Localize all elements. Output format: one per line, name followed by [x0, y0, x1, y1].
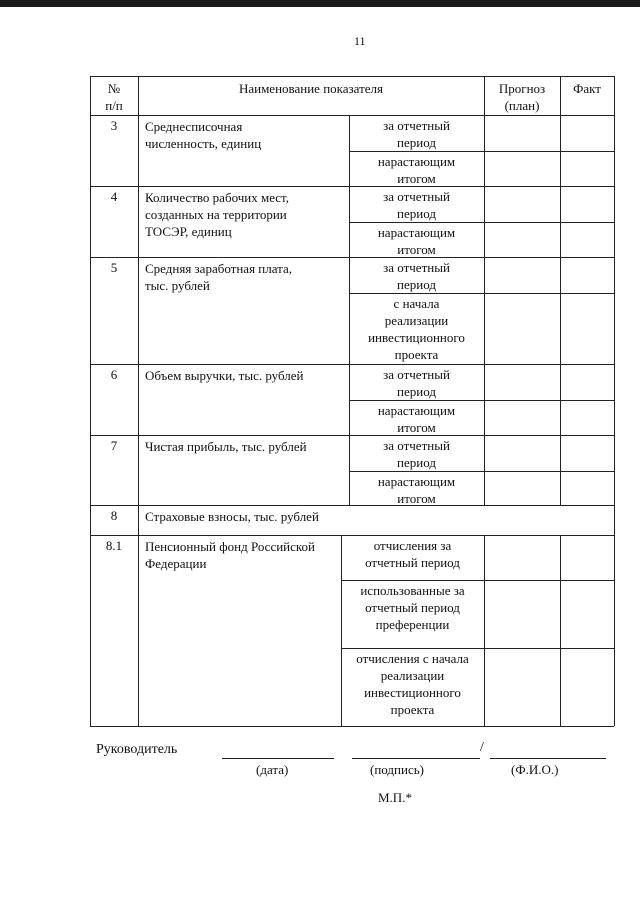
row-indicator-name: Пенсионный фонд Российской Федерации: [145, 539, 316, 571]
sub-indicator-label: использованные за отчетный период преференции: [360, 583, 465, 632]
fio-line: [490, 758, 606, 759]
date-caption: (дата): [256, 762, 289, 777]
sub-row-border: [349, 293, 614, 294]
sub-row-border: [341, 648, 614, 649]
header-bottom-border: [90, 115, 614, 116]
header-fact: Факт: [573, 81, 601, 96]
sub-indicator-label: за отчетный период: [383, 260, 450, 292]
sub-row-border: [349, 400, 614, 401]
sub-indicator-label: за отчетный период: [383, 189, 450, 221]
row-bottom-border: [90, 535, 614, 536]
row-number: 8.1: [105, 538, 123, 553]
signature-label: Руководитель: [96, 742, 178, 757]
sub-indicator-label: за отчетный период: [383, 367, 450, 399]
row-number: 7: [110, 438, 118, 453]
row-indicator-name: Средняя заработная плата, тыс. рублей: [145, 261, 293, 293]
sub-indicator-label: отчисления за отчетный период: [365, 538, 460, 570]
row-number: 4: [110, 189, 118, 204]
fact-column-divider: [560, 535, 561, 726]
sub-indicator-label: нарастающим итогом: [377, 474, 456, 506]
signature-caption: (подпись): [370, 762, 424, 777]
fact-column-divider: [560, 435, 561, 505]
row-bottom-border: [90, 726, 614, 727]
sub-indicator-label: отчисления с начала реализации инвестиционного проекта: [356, 651, 469, 717]
sub-indicator-label: за отчетный период: [383, 438, 450, 470]
fio-caption: (Ф.И.О.): [511, 762, 559, 777]
num-column-divider: [138, 76, 139, 726]
sub-indicator-label: с начала реализации инвестиционного проекта: [368, 296, 465, 362]
sub-row-border: [341, 580, 614, 581]
row-indicator-name: Объем выручки, тыс. рублей: [145, 368, 304, 383]
sub-indicator-label: нарастающим итогом: [377, 154, 456, 186]
row-indicator-name: Количество рабочих мест, созданных на территории ТОСЭР, единиц: [145, 190, 290, 239]
page-number: 11: [354, 34, 366, 48]
header-num: № п/п: [105, 81, 123, 113]
row-indicator-name: Чистая прибыль, тыс. рублей: [145, 439, 307, 454]
forecast-column-divider: [484, 435, 485, 505]
sub-indicator-label: за отчетный период: [383, 118, 450, 150]
sub-row-border: [349, 222, 614, 223]
header-forecast: Прогноз (план): [498, 81, 546, 113]
forecast-column-divider: [484, 257, 485, 364]
date-line: [222, 758, 334, 759]
top-edge-rule: [0, 0, 640, 7]
table-top-border: [90, 76, 614, 77]
row-number: 5: [110, 260, 118, 275]
table-left-border: [90, 76, 91, 726]
row-number: 3: [110, 118, 118, 133]
sub-row-border: [349, 471, 614, 472]
signature-line: [352, 758, 480, 759]
row-indicator-name: Среднесписочная численность, единиц: [145, 119, 262, 151]
signature-slash: /: [480, 740, 484, 755]
forecast-column-divider: [484, 535, 485, 726]
sub-indicator-label: нарастающим итогом: [377, 225, 456, 257]
row-number: 8: [110, 508, 118, 523]
row-bottom-border: [90, 364, 614, 365]
sub-indicator-label: нарастающим итогом: [377, 403, 456, 435]
fact-column-divider: [560, 257, 561, 364]
row-number: 6: [110, 367, 118, 382]
sub-row-border: [349, 151, 614, 152]
table-right-border: [614, 76, 615, 726]
header-name: Наименование показателя: [238, 81, 384, 96]
row-indicator-name: Страховые взносы, тыс. рублей: [145, 509, 319, 524]
stamp-place: М.П.*: [378, 790, 412, 805]
